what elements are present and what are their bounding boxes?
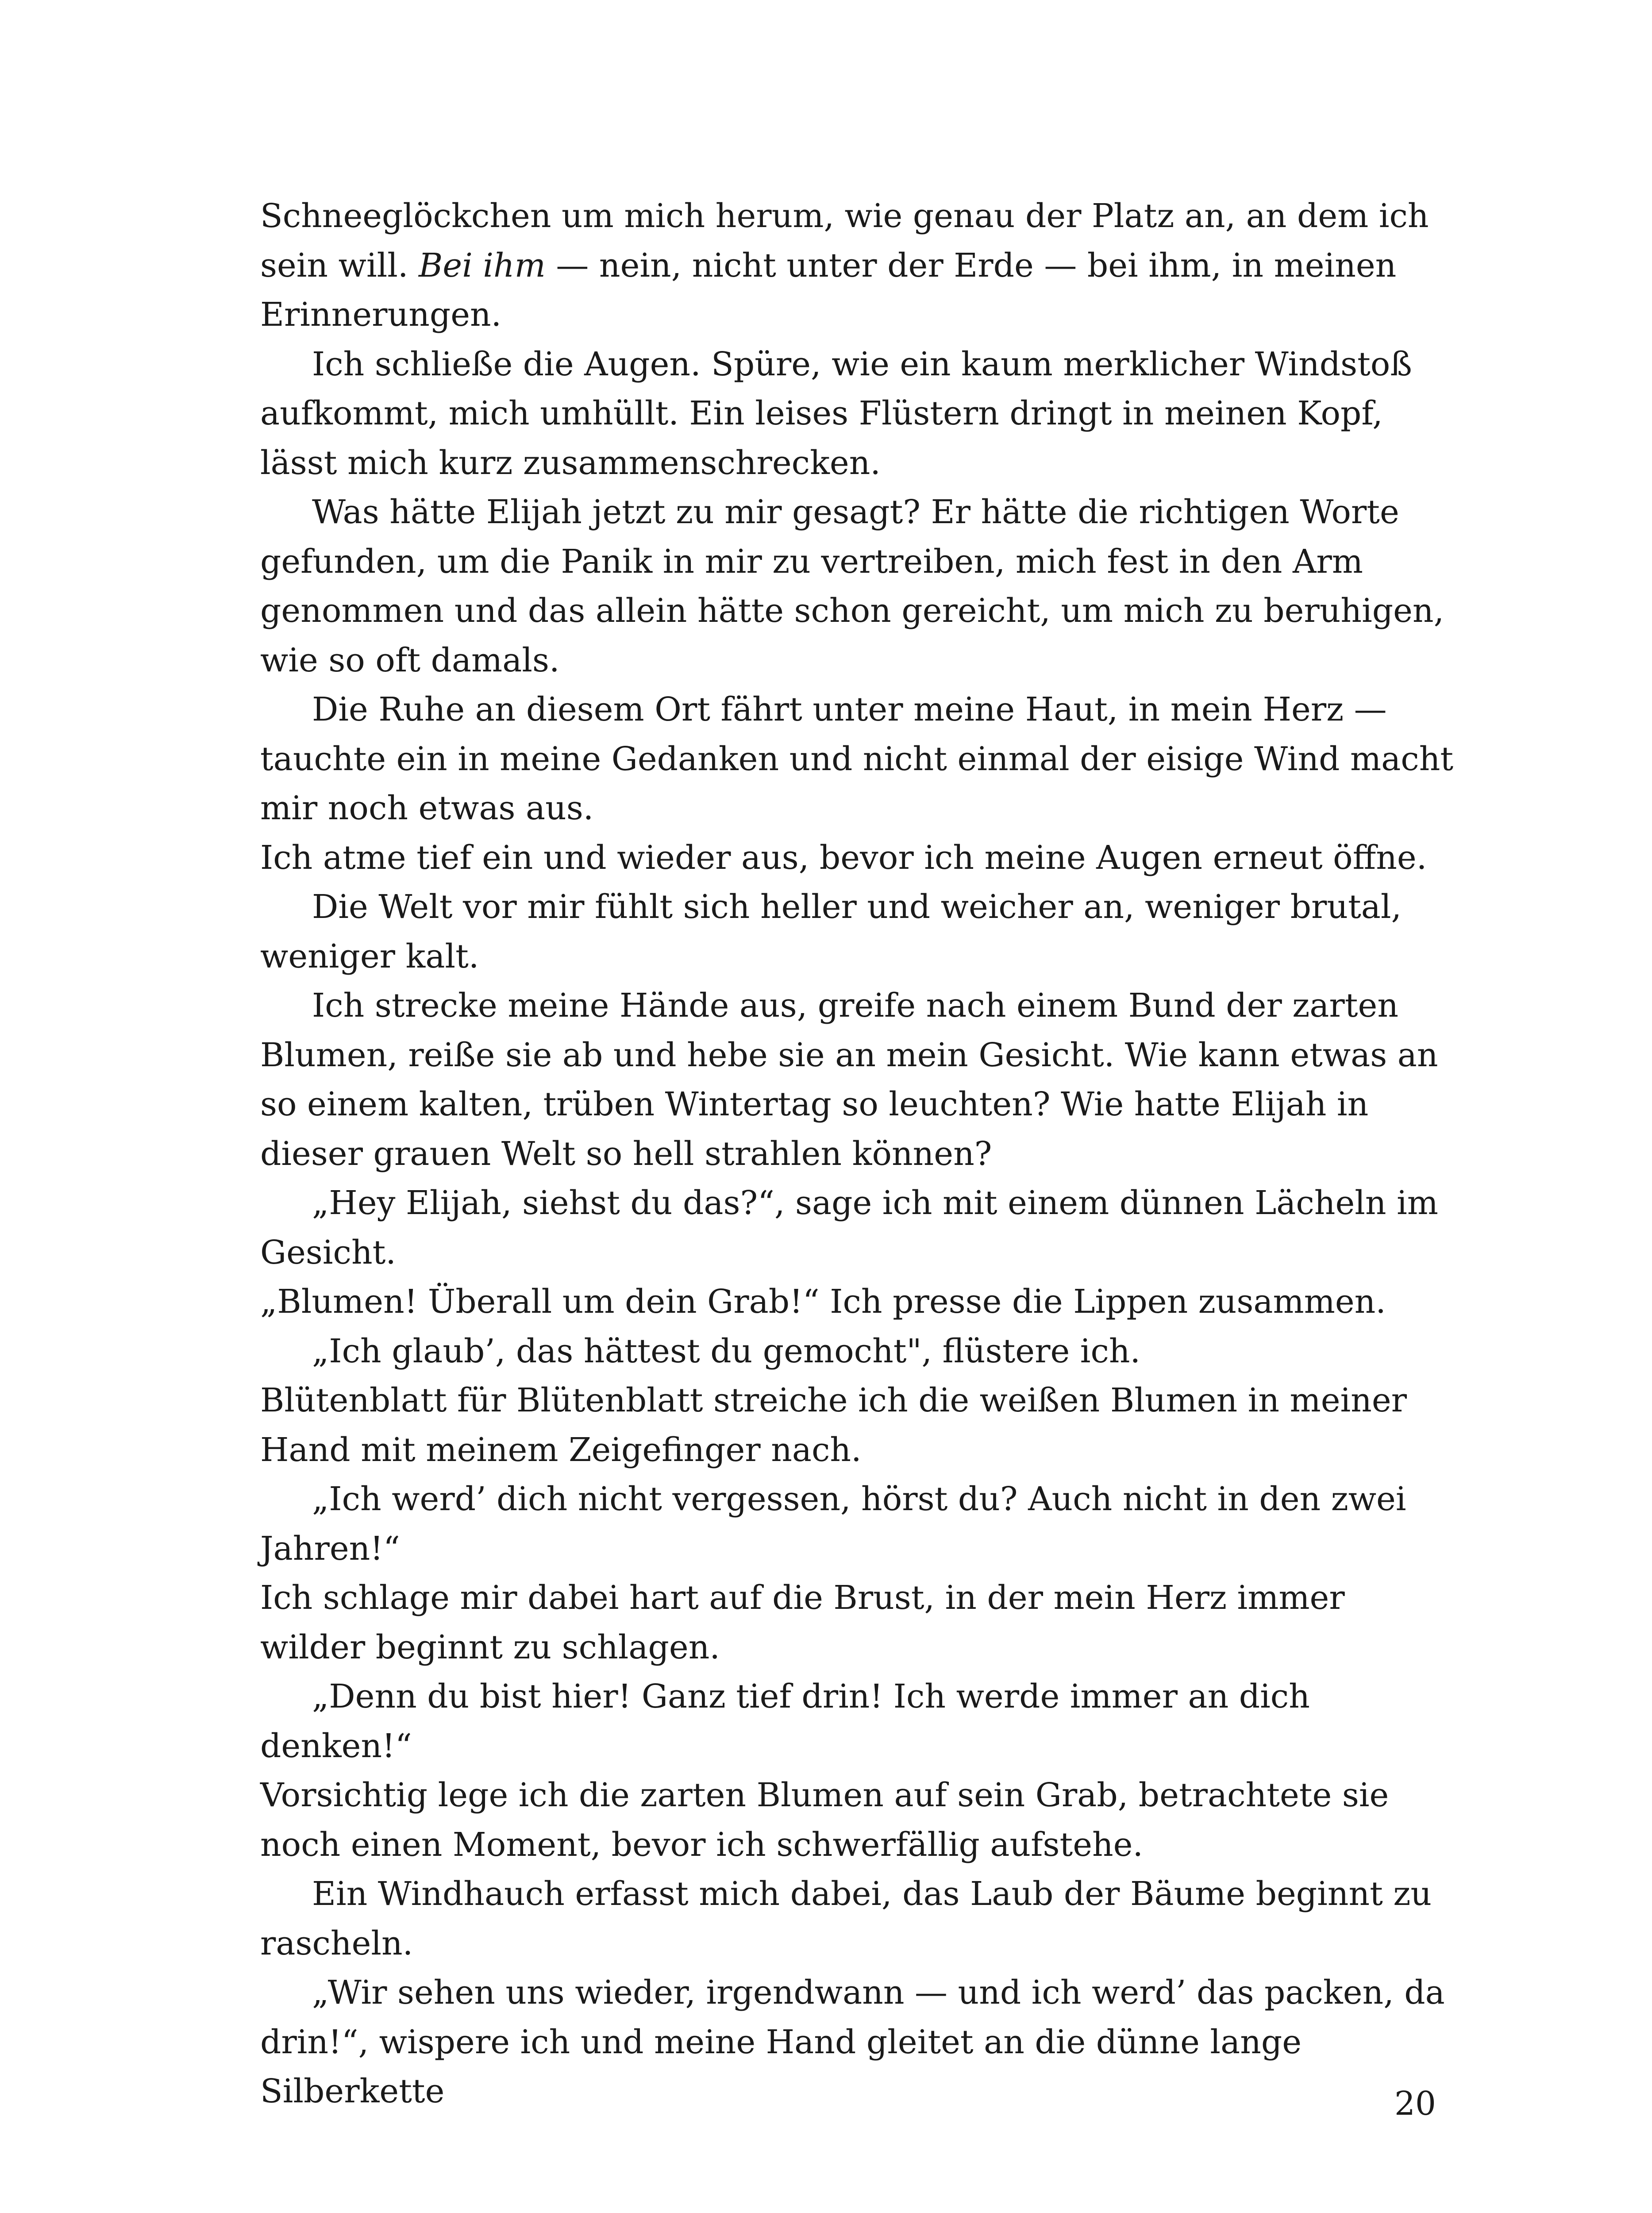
paragraph: Blütenblatt für Blütenblatt streiche ich die weißen Blumen in meiner Hand mit meinem Zeigefinger nach. — [260, 1381, 1407, 1469]
paragraph: „Ich glaub’, das hättest du gemocht", flüstere ich. — [312, 1332, 1141, 1370]
paragraph-text: Schneeglöckchen um mich herum, wie genau der Platz an, an dem ich sein will. — [260, 197, 1429, 285]
paragraph — [260, 192, 1455, 340]
paragraph: Die Welt vor mir fühlt sich heller und weicher an, weniger brutal, weniger kalt. — [260, 888, 1402, 975]
paragraph: Ich strecke meine Hände aus, greife nach einem Bund der zarten Blumen, reiße sie ab und hebe sie an mein Gesicht. Wie kann etwas an so einem kalten, trüben Wintertag so leuchten? Wie hatte Elijah in dieser grauen Welt so hell strahlen können? — [260, 987, 1438, 1173]
paragraph: Ich schließe die Augen. Spüre, wie ein kaum merklicher Windstoß aufkommt, mich umhüllt. Ein leises Flüstern dringt in meinen Kopf, lässt mich kurz zusammenschrecken. — [260, 345, 1412, 482]
paragraph: „Blumen! Überall um dein Grab!“ Ich presse die Lippen zusammen. — [260, 1283, 1386, 1321]
paragraph: Ich atme tief ein und wieder aus, bevor ich meine Augen erneut öffne. — [260, 838, 1427, 877]
paragraph: „Denn du bist hier! Ganz tief drin! Ich werde immer an dich denken!“ — [260, 1677, 1310, 1765]
paragraph: „Hey Elijah, siehst du das?“, sage ich mit einem dünnen Lächeln im Gesicht. — [260, 1184, 1438, 1272]
paragraph: „Ich werd’ dich nicht vergessen, hörst du? Auch nicht in den zwei Jahren!“ — [260, 1480, 1406, 1568]
paragraph: Ich schlage mir dabei hart auf die Brust, in der mein Herz immer wilder beginnt zu schlagen. — [260, 1579, 1345, 1666]
paragraph: Die Ruhe an diesem Ort fährt unter meine Haut, in mein Herz — tauchte ein in meine Gedanken und nicht einmal der eisige Wind macht mir noch etwas aus. — [260, 690, 1454, 827]
page-number: 20 — [1394, 2085, 1436, 2123]
emphasized-text: Bei ihm — [419, 246, 546, 285]
text-body — [260, 192, 1455, 2117]
paragraph-text: — nein, nicht unter der Erde — bei ihm, in meinen Erinnerungen. — [260, 246, 1397, 334]
paragraph: Ein Windhauch erfasst mich dabei, das Laub der Bäume beginnt zu rascheln. — [260, 1875, 1432, 1962]
paragraph: Was hätte Elijah jetzt zu mir gesagt? Er hätte die richtigen Worte gefunden, um die Panik in mir zu vertreiben, mich fest in den Arm genommen und das allein hätte schon gereicht, um mich zu beruhigen, wie so oft damals. — [260, 493, 1444, 679]
paragraph: Vorsichtig lege ich die zarten Blumen auf sein Grab, betrachtete sie noch einen Moment, bevor ich schwerfällig aufstehe. — [260, 1776, 1389, 1864]
paragraph: „Wir sehen uns wieder, irgendwann — und ich werd’ das packen, da drin!“, wispere ich und meine Hand gleitet an die dünne lange Silberkette — [260, 1974, 1445, 2110]
